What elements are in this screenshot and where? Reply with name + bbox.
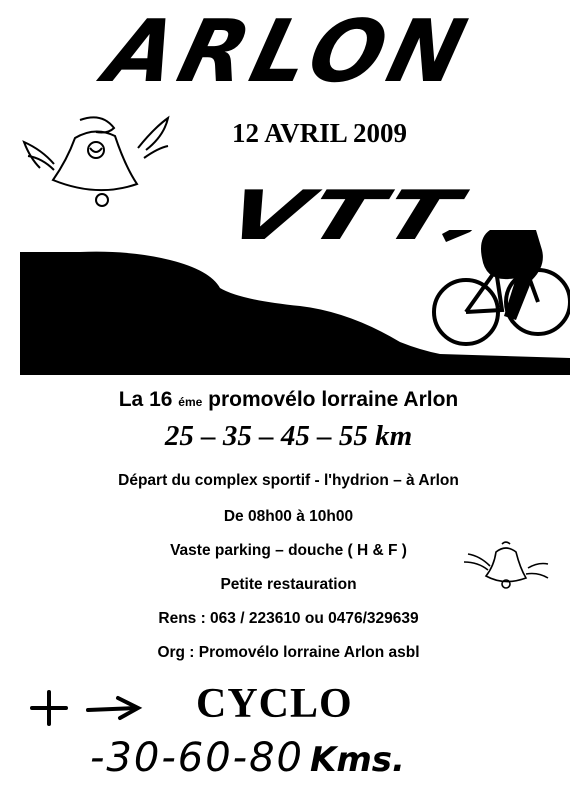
parking-info: Vaste parking – douche ( H & F ) [170,542,407,559]
edition-suffix: promovélo lorraine Arlon [208,388,459,411]
hours-info: De 08h00 à 10h00 [223,508,354,525]
cyclo-distances [90,735,405,781]
cyclist-hill-illustration [20,230,570,380]
edition-line [0,388,577,412]
plus-arrow-icon [26,688,156,733]
edition-prefix: La 16 [118,388,173,411]
event-type: VTT [215,177,471,256]
depart-info: Départ du complex sportif - l'hydrion – à Arlon [118,472,459,489]
cyclo-heading: CYCLO [196,681,353,727]
cyclist-icon [434,270,570,344]
contact-info: Rens : 063 / 223610 ou 0476/329639 [158,610,419,627]
restauration-info: Petite restauration [220,576,357,593]
cyclo-distance-values: -30-60-80 [90,735,304,781]
winged-bell-icon [20,108,170,223]
flyer-title: ARLON [96,2,481,102]
organizer-info: Org : Promovélo lorraine Arlon asbl [157,644,420,661]
vtt-distances: 25 – 35 – 45 – 55 km [164,420,413,452]
cyclo-distance-unit: Kms. [310,740,405,780]
edition-ordinal: éme [178,395,203,409]
event-date: 12 AVRIL 2009 [232,118,408,148]
